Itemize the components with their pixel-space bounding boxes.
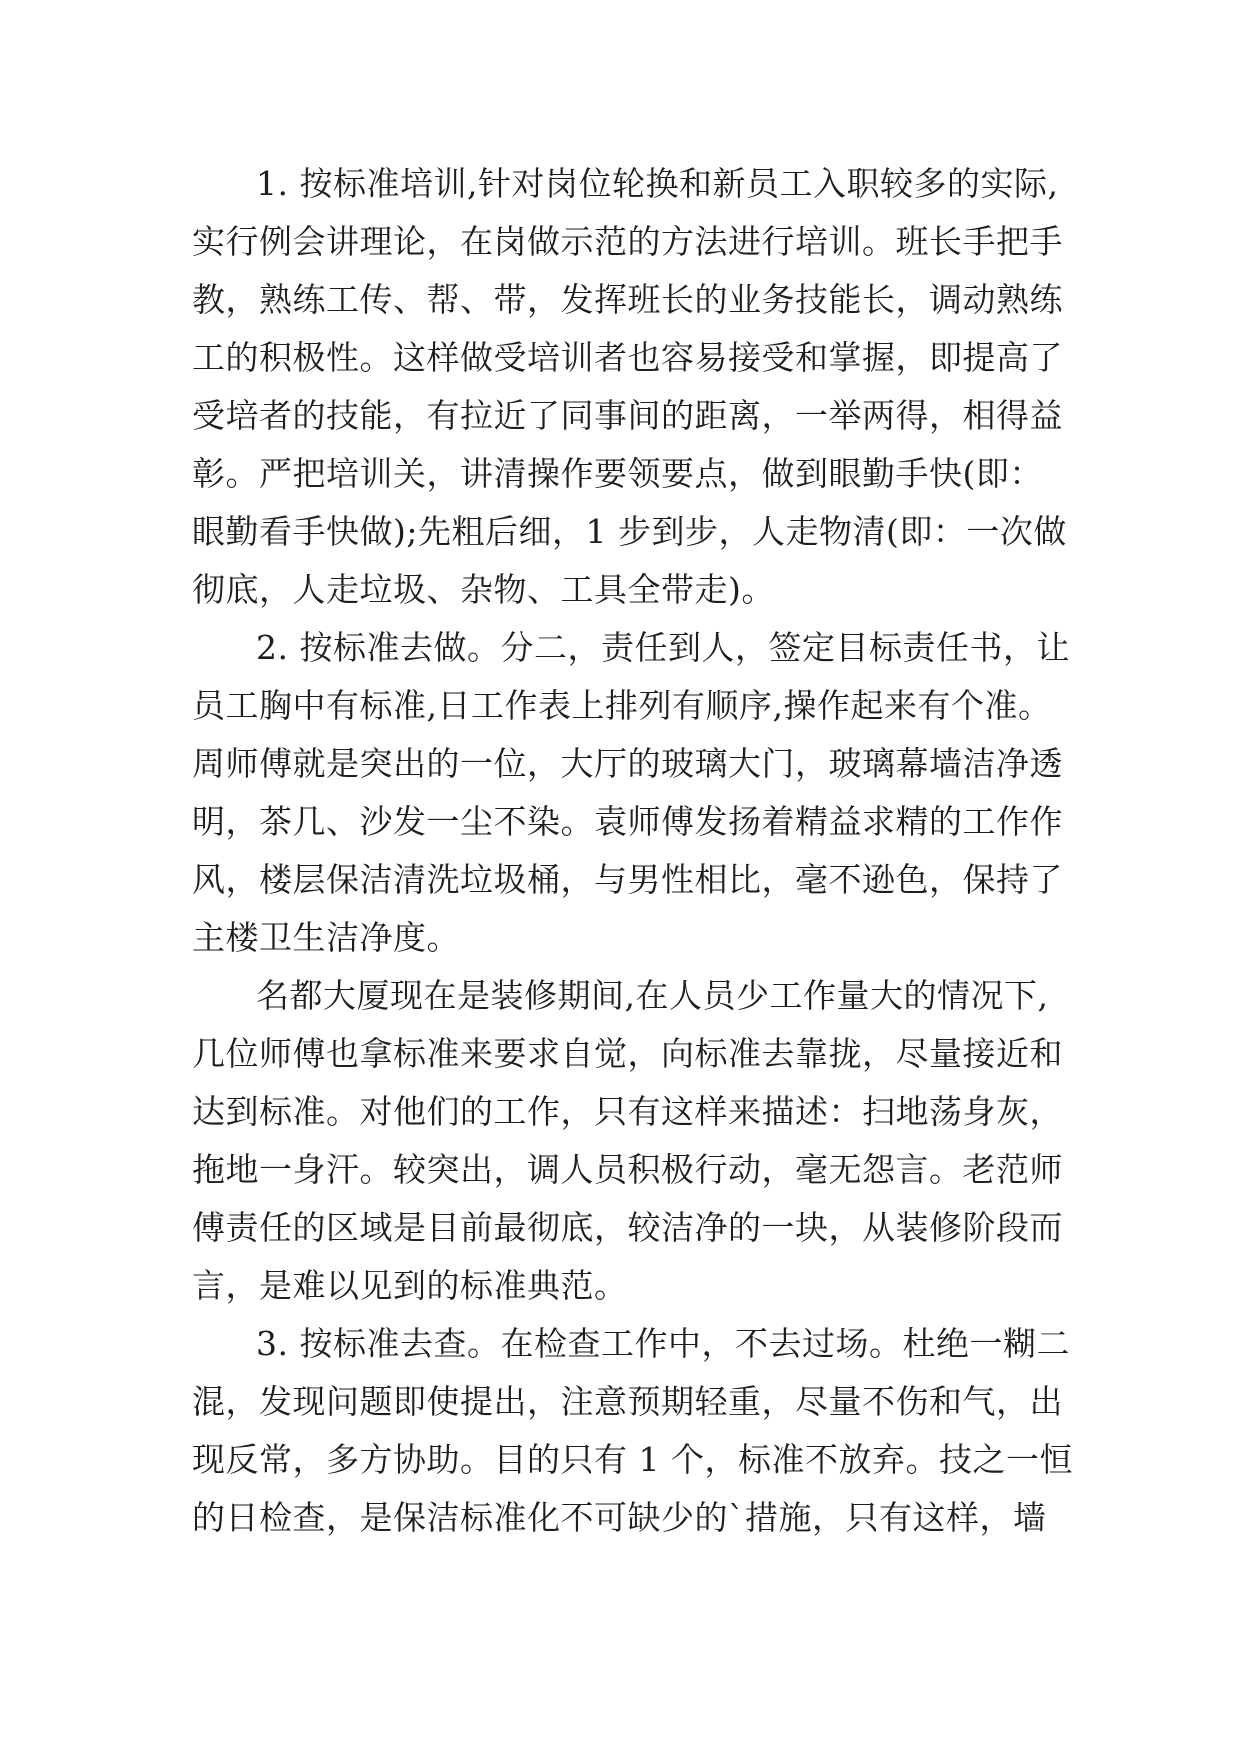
paragraph-2-line-4: 明，茶几、沙发一尘不染。袁师傅发扬着精益求精的工作作 (192, 802, 1063, 841)
paragraph-3-line-1: 名都大厦现在是装修期间,在人员少工作量大的情况下, (256, 976, 1049, 1015)
paragraph-2-line-3: 周师傅就是突出的一位，大厅的玻璃大门，玻璃幕墙洁净透 (192, 744, 1063, 783)
paragraph-2-line-5: 风，楼层保洁清洗垃圾桶，与男性相比，毫不逊色，保持了 (192, 860, 1063, 899)
paragraph-1-line-8: 彻底，人走垃圾、杂物、工具全带走)。 (192, 570, 775, 609)
paragraph-1-line-7: 眼勤看手快做);先粗后细，1 步到步，人走物清(即：一次做 (192, 512, 1067, 551)
paragraph-2-line-1: 2. 按标准去做。分二，责任到人，签定目标责任书，让 (256, 628, 1070, 667)
paragraph-1-line-5: 受培者的技能，有拉近了同事间的距离，一举两得，相得益 (192, 396, 1063, 435)
paragraph-1-line-4: 工的积极性。这样做受培训者也容易接受和掌握，即提高了 (192, 338, 1063, 377)
paragraph-2-line-6: 主楼卫生洁净度。 (192, 918, 460, 957)
paragraph-4-line-1: 3. 按标准去查。在检查工作中，不去过场。杜绝一糊二 (256, 1324, 1070, 1363)
paragraph-1-line-2: 实行例会讲理论，在岗做示范的方法进行培训。班长手把手 (192, 222, 1063, 261)
paragraph-3-line-6: 言，是难以见到的标准典范。 (192, 1266, 628, 1305)
paragraph-4-line-2: 混，发现问题即使提出，注意预期轻重，尽量不伤和气，出 (192, 1382, 1063, 1421)
paragraph-1-line-6: 彰。严把培训关，讲清操作要领要点，做到眼勤手快(即： (192, 454, 1043, 493)
paragraph-4-line-3: 现反常，多方协助。目的只有 1 个，标准不放弃。技之一恒 (192, 1440, 1073, 1479)
paragraph-3-line-3: 达到标准。对他们的工作，只有这样来描述：扫地荡身灰， (192, 1092, 1063, 1131)
paragraph-1-line-3: 教，熟练工传、帮、带，发挥班长的业务技能长，调动熟练 (192, 280, 1063, 319)
paragraph-4-line-4: 的日检查，是保洁标准化不可缺少的`措施，只有这样，墙 (192, 1498, 1047, 1537)
paragraph-3-line-5: 傅责任的区域是目前最彻底，较洁净的一块，从装修阶段而 (192, 1208, 1063, 1247)
paragraph-2-line-2: 员工胸中有标准,日工作表上排列有顺序,操作起来有个准。 (192, 686, 1052, 725)
paragraph-3-line-2: 几位师傅也拿标准来要求自觉，向标准去靠拢，尽量接近和 (192, 1034, 1063, 1073)
paragraph-3-line-4: 拖地一身汗。较突出，调人员积极行动，毫无怨言。老范师 (192, 1150, 1063, 1189)
paragraph-1-line-1: 1. 按标准培训,针对岗位轮换和新员工入职较多的实际, (256, 164, 1059, 203)
